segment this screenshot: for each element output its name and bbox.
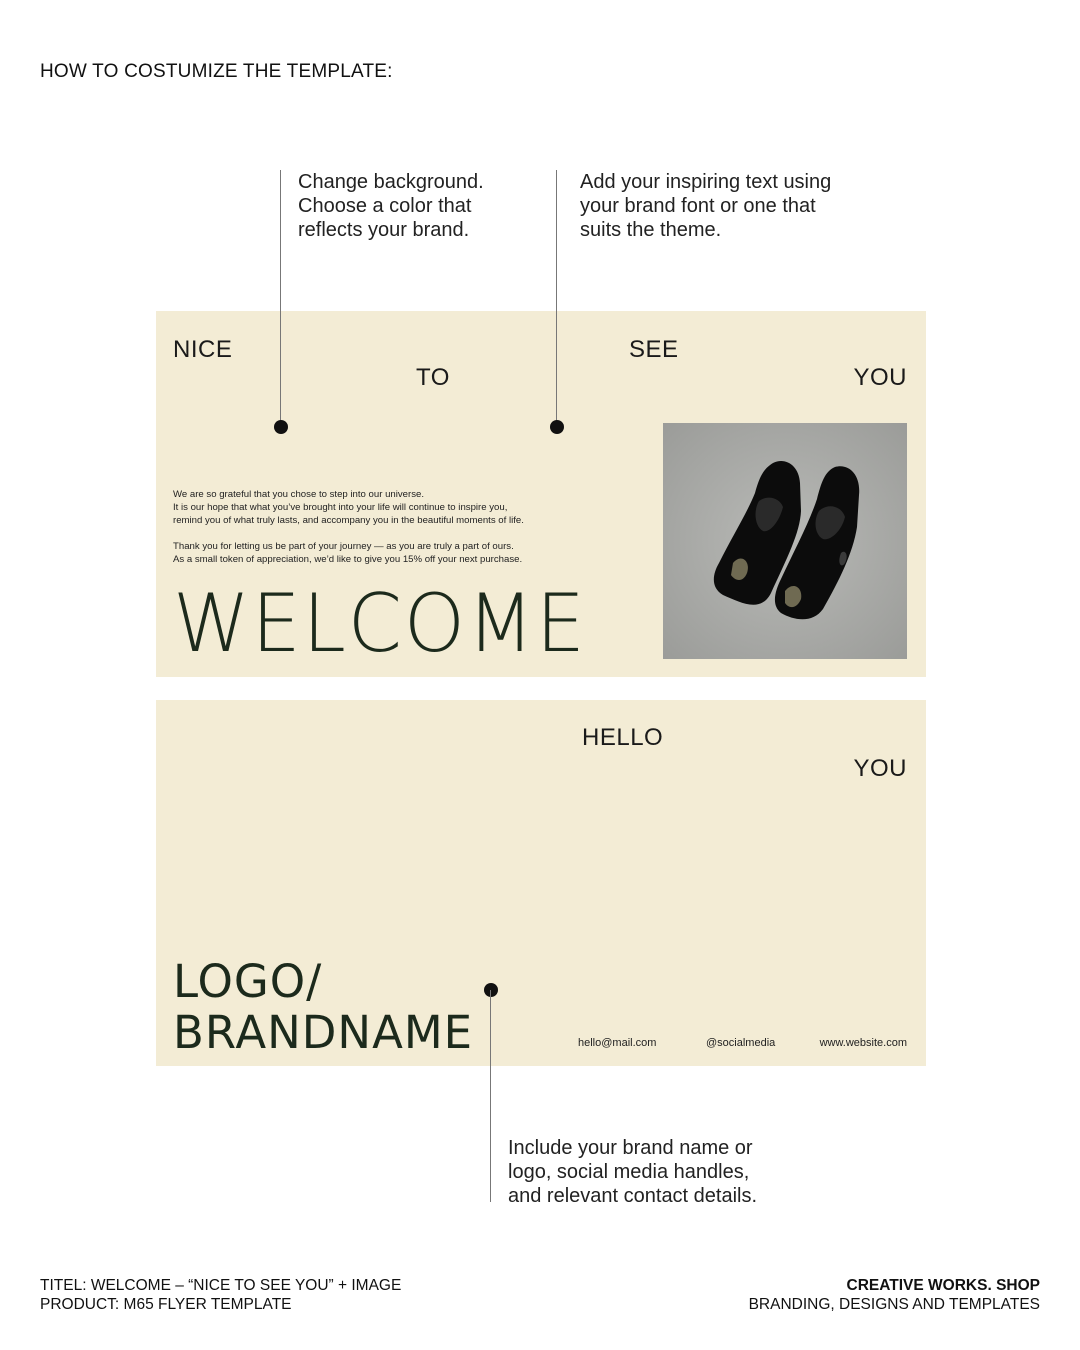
logo-brandname: LOGO/ BRANDNAME xyxy=(173,955,474,1059)
word-nice: NICE xyxy=(173,336,233,363)
body-paragraph-1: We are so grateful that you chose to step into our universe. It is our hope that what you’ve brought into your life will continue to inspire you, remind you of what truly lasts, and accompany you in the beautiful moments of life. xyxy=(173,489,524,526)
footer-right xyxy=(749,1276,1040,1314)
footer-shop-name: CREATIVE WORKS. SHOP xyxy=(846,1277,1040,1294)
shoes-icon xyxy=(663,423,907,659)
footer-left xyxy=(40,1276,401,1314)
marker-dot-text xyxy=(550,420,564,434)
leader-line-brand xyxy=(490,990,491,1202)
flyer-back xyxy=(156,700,926,1066)
footer-tagline: BRANDING, DESIGNS AND TEMPLATES xyxy=(748,1296,1040,1313)
leader-line-background xyxy=(280,170,281,426)
flyer-front xyxy=(156,311,926,677)
leader-line-text xyxy=(556,170,557,426)
word-to: TO xyxy=(416,364,450,391)
word-hello: HELLO xyxy=(582,724,664,751)
contact-website: www.website.com xyxy=(819,1037,907,1049)
callout-background: Change background. Choose a color that reflects your brand. xyxy=(298,171,484,241)
word-you-back: YOU xyxy=(853,755,907,782)
marker-dot-brand xyxy=(484,983,498,997)
body-paragraph-2: Thank you for letting us be part of your journey — as you are truly a part of ours. As a small token of appreciation, we’d like to give you 15% off your next purchase. xyxy=(173,541,523,565)
contact-social: @socialmedia xyxy=(706,1037,776,1049)
headline-welcome: WELCOME xyxy=(173,577,587,670)
footer-product: PRODUCT: M65 FLYER TEMPLATE xyxy=(40,1296,292,1313)
callout-text: Add your inspiring text using your brand font or one that suits the theme. xyxy=(580,171,832,241)
footer-title: TITEL: WELCOME – “NICE TO SEE YOU” + IMAGE xyxy=(40,1277,402,1294)
marker-dot-background xyxy=(274,420,288,434)
callout-brand: Include your brand name or logo, social media handles, and relevant contact details. xyxy=(508,1137,758,1207)
page-title: HOW TO COSTUMIZE THE TEMPLATE: xyxy=(40,61,393,82)
shoes-photo xyxy=(663,423,907,659)
contact-email: hello@mail.com xyxy=(578,1037,657,1049)
word-see: SEE xyxy=(629,336,679,363)
word-you: YOU xyxy=(853,364,907,391)
